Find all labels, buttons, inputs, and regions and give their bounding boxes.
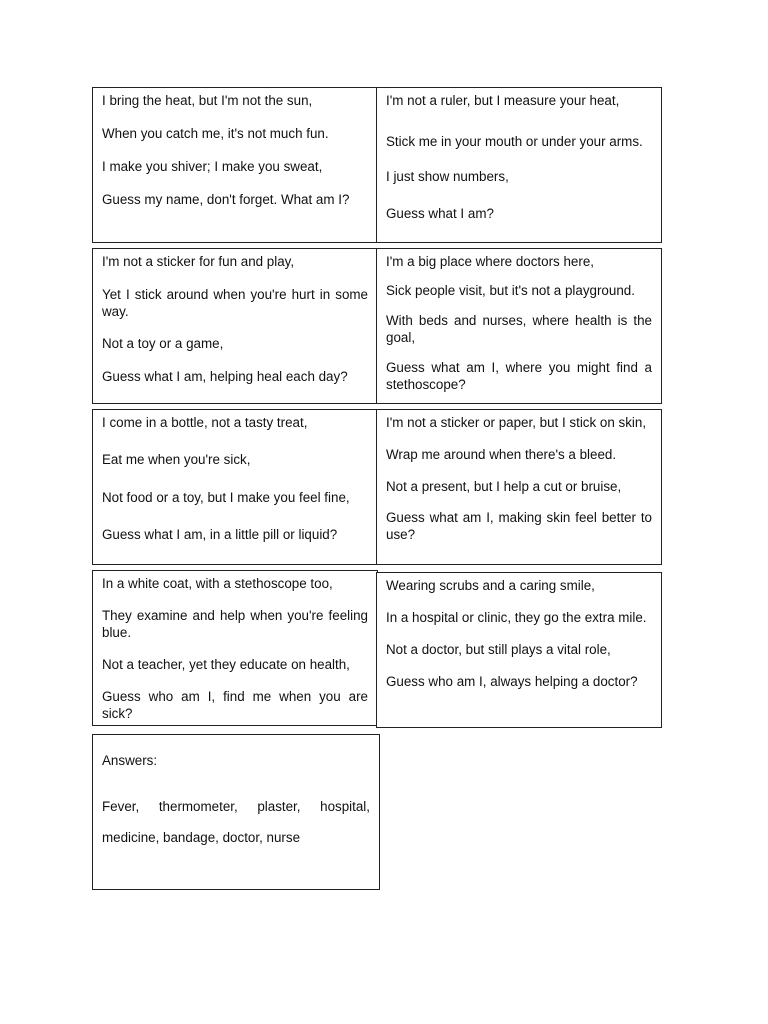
riddle-line: I bring the heat, but I'm not the sun, <box>102 93 313 108</box>
riddle-line: Sick people visit, but it's not a playground. <box>386 283 635 298</box>
riddle-line: I just show numbers, <box>386 169 509 184</box>
riddle-line: With beds and nurses, where health is the goal, <box>386 313 652 345</box>
riddle-line: Guess what I am, in a little pill or liquid? <box>102 527 338 542</box>
riddle-line: Not a teacher, yet they educate on health, <box>102 657 350 672</box>
riddle-line: Guess what am I, where you might find a stethoscope? <box>386 360 652 392</box>
riddle-line: I'm not a sticker or paper, but I stick on skin, <box>386 415 647 430</box>
riddle-card-thermometer <box>376 87 662 243</box>
riddle-line: When you catch me, it's not much fun. <box>102 126 329 141</box>
answers-line: Fever, thermometer, plaster, hospital, <box>102 799 370 814</box>
riddle-line: Not food or a toy, but I make you feel fine, <box>102 490 350 505</box>
riddle-line: Not a doctor, but still plays a vital role, <box>386 642 611 657</box>
riddle-card-plaster <box>92 248 378 404</box>
riddle-line: Yet I stick around when you're hurt in some way. <box>102 287 368 319</box>
riddle-line: Guess who am I, find me when you are sick? <box>102 689 368 721</box>
riddle-line: Eat me when you're sick, <box>102 452 251 467</box>
riddle-line: I'm not a ruler, but I measure your heat, <box>386 93 620 108</box>
riddle-line: I'm not a sticker for fun and play, <box>102 254 295 269</box>
riddle-card-medicine <box>92 409 378 565</box>
riddle-line: Guess what I am? <box>386 206 494 221</box>
answers-card <box>92 734 380 890</box>
riddle-line: Not a toy or a game, <box>102 336 224 351</box>
riddle-line: I'm a big place where doctors here, <box>386 254 594 269</box>
riddle-card-fever <box>92 87 378 243</box>
riddle-line: Wearing scrubs and a caring smile, <box>386 578 595 593</box>
riddle-line: Guess what I am, helping heal each day? <box>102 369 348 384</box>
riddle-line: Not a present, but I help a cut or bruise, <box>386 479 622 494</box>
answers-heading: Answers: <box>102 753 158 768</box>
riddle-card-hospital <box>376 248 662 404</box>
riddle-card-bandage <box>376 409 662 565</box>
answers-line: medicine, bandage, doctor, nurse <box>102 830 301 845</box>
riddle-line: They examine and help when you're feeling blue. <box>102 608 368 640</box>
riddle-line: Guess what am I, making skin feel better to use? <box>386 510 652 542</box>
riddle-line: I come in a bottle, not a tasty treat, <box>102 415 308 430</box>
riddle-line: In a hospital or clinic, they go the extra mile. <box>386 610 647 625</box>
riddle-line: I make you shiver; I make you sweat, <box>102 159 323 174</box>
riddle-line: Guess my name, don't forget. What am I? <box>102 192 350 207</box>
riddle-line: In a white coat, with a stethoscope too, <box>102 576 333 591</box>
riddle-line: Stick me in your mouth or under your arms. <box>386 134 643 149</box>
riddle-card-doctor <box>92 570 378 726</box>
riddle-line: Wrap me around when there's a bleed. <box>386 447 617 462</box>
riddle-card-nurse <box>376 572 662 728</box>
riddle-line: Guess who am I, always helping a doctor? <box>386 674 638 689</box>
